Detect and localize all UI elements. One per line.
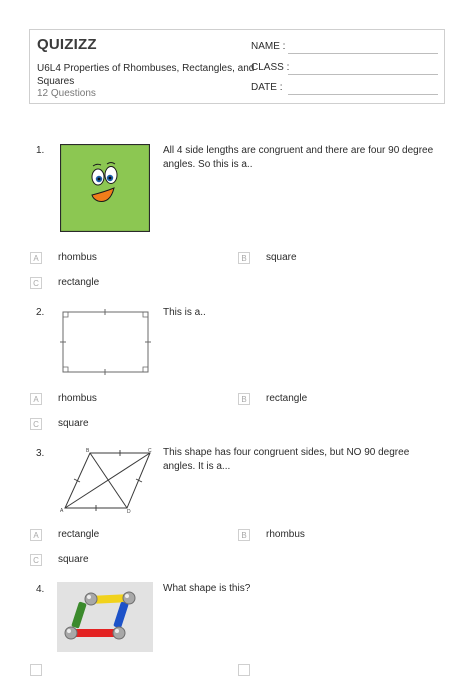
date-input-line[interactable]: [288, 94, 438, 95]
question-number: 4.: [36, 584, 45, 595]
question-text: All 4 side lengths are congruent and there are four 90 degree angles. So this is a..: [163, 145, 434, 170]
option-letter-box[interactable]: A: [30, 393, 42, 405]
name-label: NAME :: [251, 41, 286, 52]
option-letter-box[interactable]: B: [238, 393, 250, 405]
vertex-label: A: [60, 508, 64, 514]
question-text: This shape has four congruent sides, but NO 90 degree angles. It is a...: [163, 447, 410, 472]
option-letter-box[interactable]: B: [238, 252, 250, 264]
quizizz-logo: QUIZIZZ: [37, 36, 97, 53]
option-label[interactable]: square: [266, 252, 297, 263]
vertex-label: B: [86, 448, 90, 454]
option-label[interactable]: rectangle: [58, 277, 100, 288]
option-letter-box[interactable]: A: [30, 529, 42, 541]
option-label[interactable]: rhombus: [58, 393, 97, 404]
option-letter-box[interactable]: C: [30, 418, 42, 430]
question-number: 1.: [36, 145, 45, 156]
option-label[interactable]: square: [58, 418, 89, 429]
magnetic-rods-photo: [57, 582, 153, 652]
worksheet-title: U6L4 Properties of Rhombuses, Rectangles, and Squares: [37, 63, 255, 87]
class-input-line[interactable]: [288, 74, 438, 75]
option-label[interactable]: rectangle: [58, 529, 100, 540]
option-label[interactable]: rhombus: [58, 252, 97, 263]
question-number: 2.: [36, 307, 45, 318]
question-number: 3.: [36, 448, 45, 459]
option-letter-box[interactable]: [238, 664, 250, 676]
option-label[interactable]: square: [58, 554, 89, 565]
date-label: DATE :: [251, 82, 283, 93]
rectangle-diagram-image: [57, 306, 153, 378]
option-label[interactable]: rhombus: [266, 529, 305, 540]
class-label: CLASS :: [251, 62, 290, 73]
option-label[interactable]: rectangle: [266, 393, 308, 404]
question-count: 12 Questions: [37, 88, 96, 99]
rhombus-diagram-image: [57, 446, 153, 514]
question-text: What shape is this?: [163, 583, 251, 594]
question-text: This is a..: [163, 307, 206, 318]
vertex-label: D: [127, 509, 131, 514]
name-input-line[interactable]: [288, 53, 438, 54]
option-letter-box[interactable]: A: [30, 252, 42, 264]
option-letter-box[interactable]: [30, 664, 42, 676]
vertex-label: C: [148, 448, 152, 454]
option-letter-box[interactable]: B: [238, 529, 250, 541]
option-letter-box[interactable]: C: [30, 277, 42, 289]
option-letter-box[interactable]: C: [30, 554, 42, 566]
green-square-face-image: [60, 144, 150, 232]
worksheet-header: [29, 29, 445, 104]
